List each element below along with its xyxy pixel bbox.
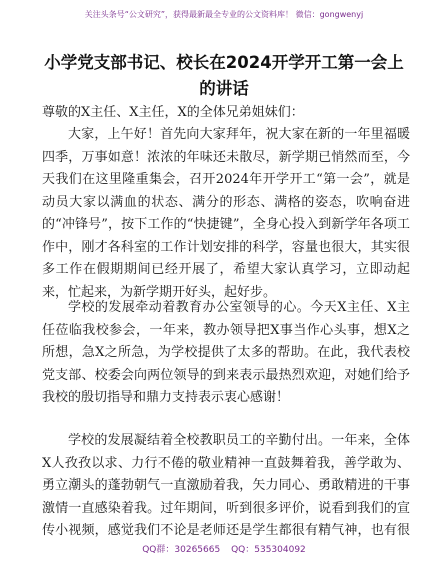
body-paragraph: 学校的发展凝结着全校教职员工的辛勤付出。一年来，全体X人孜孜以求、力行不倦的敬业精神一直鼓舞着我，善学敢为、勇立潮头的蓬勃朝气一直激励着我，矢力同心、勇敢精进的干事激情一直感染着我。过年期间，听到很多评价，说看到我们的宣传小视频，感觉我们不论是老师还是学生都很有精气神，也有很 [42, 433, 410, 538]
body-paragraph: 大家，上午好！首先向大家拜年，祝大家在新的一年里福暖四季，万事如意！浓浓的年味还未散尽，新学期已悄然而至，今天我们在这里隆重集会，召开2024年开学开工“第一会”，就是动员大家以满血的状态、满分的形态、满格的姿态，吹响奋进的“冲锋号”，按下工作的“快捷键”，全身心投入到新学年各项工作中，刚才各科室的工作计划安排的科学，容量也很大，其实很多工作在假期期间已经开展了，希望大家认真学习，立即动起来，忙起来，为新学期开好头，起好步。 [42, 127, 410, 300]
qq-label: QQ：535304092 [231, 545, 306, 555]
promo-banner: 关注头条号“公文研究”，获得最新最全专业的公文资料库！ 微信：gongwenyj [84, 10, 364, 19]
document-title: 小学党支部书记、校长在2024开学开工第一会上的讲话 [44, 53, 404, 98]
paragraph-clip [0, 430, 448, 540]
qq-group-label: QQ群：30265665 [142, 545, 221, 555]
salutation: 尊敬的X主任、X主任，X的全体兄弟姐妹们： [42, 105, 304, 120]
contact-footer [0, 544, 448, 556]
body-paragraph: 学校的发展牵动着教育办公室领导的心。今天X主任、X主任莅临我校参会，一年来，教办领导把X事当作心头事，想X之所想，急X之所急，为学校提供了太多的帮助。在此，我代表校党支部、校委会向两位领导的到来表示最热烈欢迎，对她们给予我校的殷切指导和鼎力支持表示衷心感谢！ [42, 300, 410, 405]
